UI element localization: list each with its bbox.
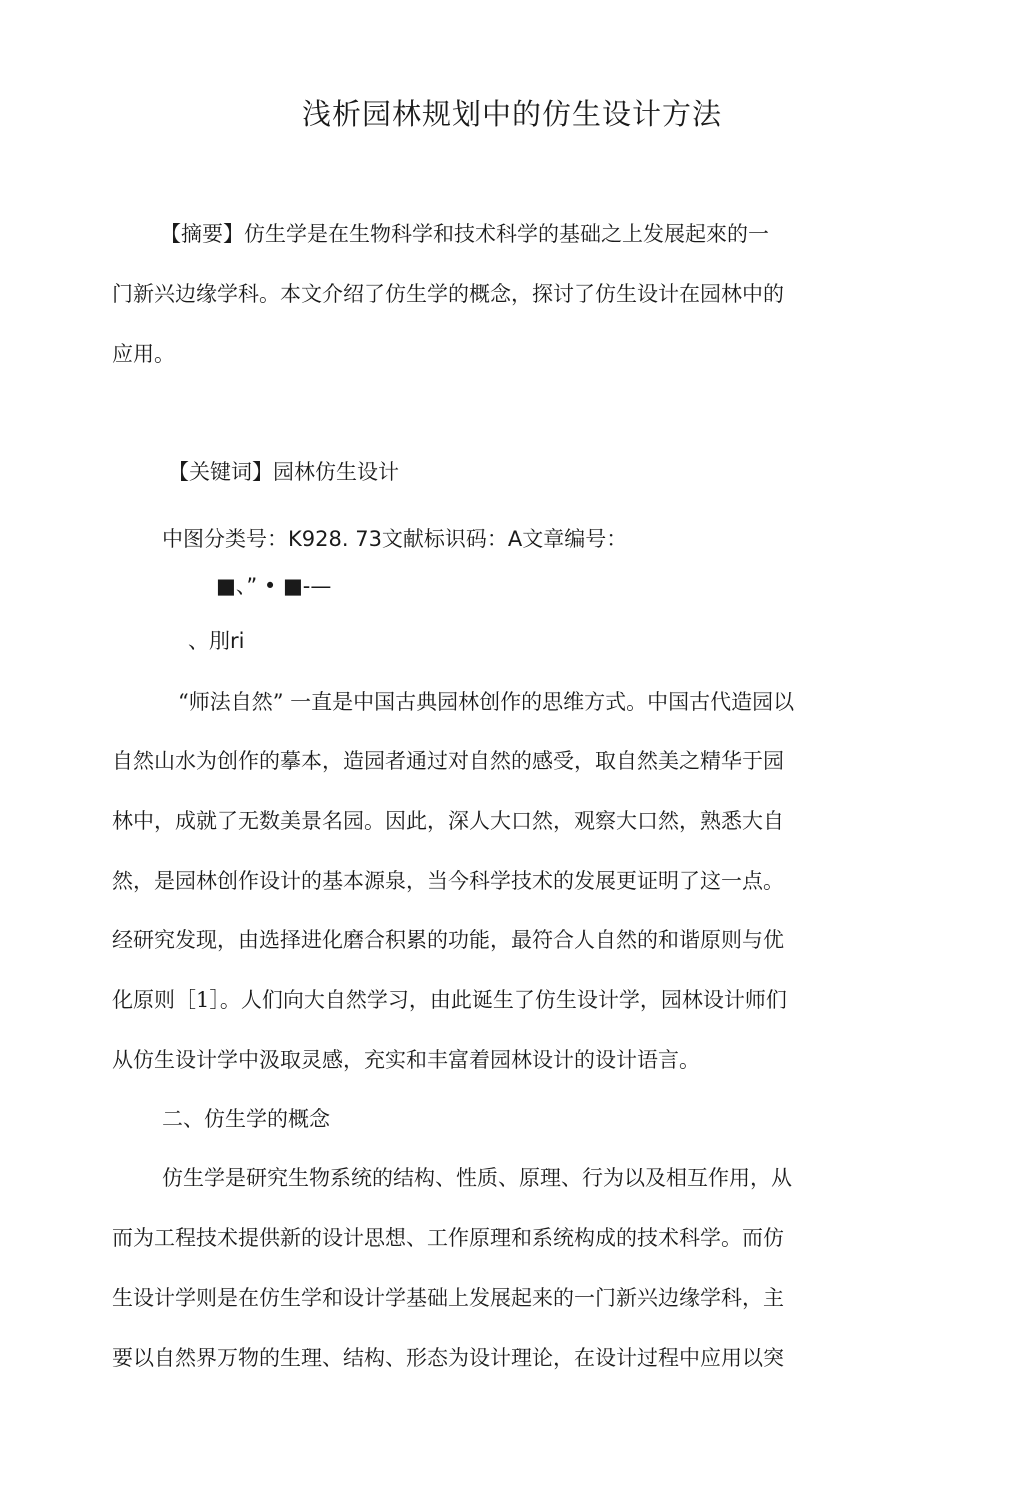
- abstract-line: 应用。: [112, 342, 175, 366]
- classification-line: 中图分类号：K928. 73文献标识码：A文章编号：: [162, 527, 628, 551]
- keywords-line: 【关键词】园林仿生设计: [168, 460, 399, 484]
- body-line: 化原则［1］。人们向大自然学习，由此诞生了仿生设计学，园林设计师们: [112, 988, 787, 1012]
- body-line: 要以自然界万物的生理、结构、形态为设计理论，在设计过程中应用以突: [112, 1346, 784, 1370]
- body-line: 经研究发现，由选择进化磨合积累的功能，最符合人自然的和谐原则与优: [112, 928, 784, 952]
- body-line: 生设计学则是在仿生学和设计学基础上发展起来的一门新兴边缘学科，主: [112, 1286, 784, 1310]
- abstract-line: 【摘要】仿生学是在生物科学和技术科学的基础之上发展起來的一: [160, 222, 769, 246]
- document-title: 浅析园林规划中的仿生设计方法: [301, 97, 722, 131]
- body-line: 仿生学是研究生物系统的结构、性质、原理、行为以及相互作用，从: [162, 1166, 792, 1190]
- body-line: 而为工程技术提供新的设计思想、工作原理和系统构成的技术科学。而仿: [112, 1226, 784, 1250]
- body-line: 自然山水为创作的摹本，造园者通过对自然的感受，取自然美之精华于园: [112, 749, 784, 773]
- section-heading-bionics-concept: 二、仿生学的概念: [162, 1107, 330, 1131]
- body-line: 然，是园林创作设计的基本源泉，当今科学技术的发展更证明了这一点。: [112, 869, 784, 893]
- garbled-symbols-line: ■、” • ■-—: [216, 574, 332, 598]
- abstract-line: 门新兴边缘学科。本文介绍了仿生学的概念，探讨了仿生设计在园林中的: [112, 282, 784, 306]
- body-line: 林中，成就了无数美景名园。因此，深人大口然，观察大口然，熟悉大自: [112, 809, 784, 833]
- body-line: “师法自然” 一直是中国古典园林创作的思维方式。中国古代造园以: [178, 690, 795, 714]
- section-heading-introduction: 、刖ri: [188, 629, 245, 653]
- body-line: 从仿生设计学中汲取灵感，充实和丰富着园林设计的设计语言。: [112, 1048, 700, 1072]
